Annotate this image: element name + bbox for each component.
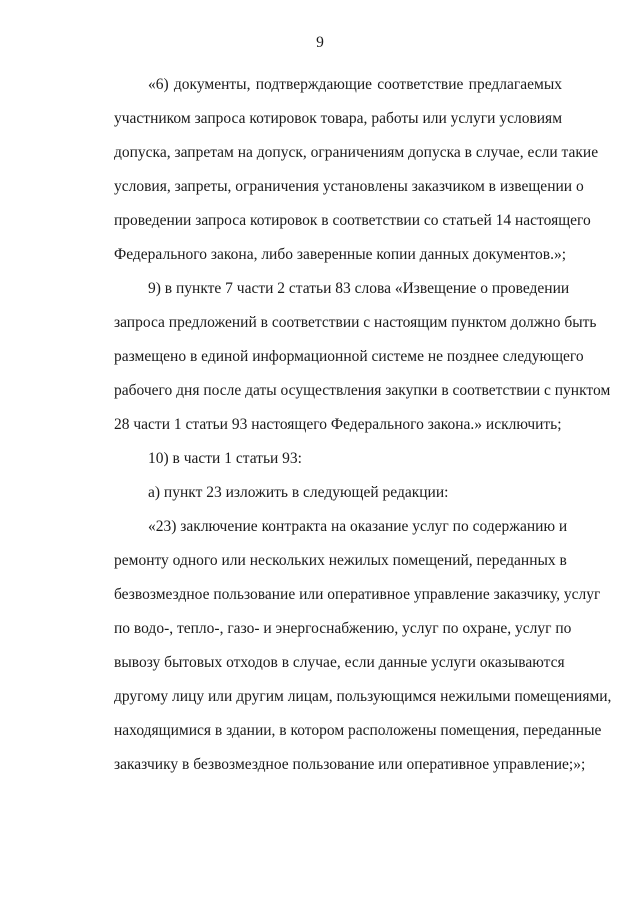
- text-line: запроса предложений в соответствии с настоящим пунктом должно быть: [114, 314, 597, 331]
- text-line: безвозмездное пользование или оперативное управление заказчику, услуг: [114, 586, 601, 603]
- text-line: размещено в единой информационной системе не позднее следующего: [114, 348, 584, 365]
- text-line: 9) в пункте 7 части 2 статьи 83 слова «Извещение о проведении: [148, 280, 570, 297]
- text-line: находящимися в здании, в котором расположены помещения, переданные: [114, 722, 602, 739]
- text-line: условия, запреты, ограничения установлены заказчиком в извещении о: [114, 178, 584, 195]
- text-line: 10) в части 1 статьи 93:: [148, 450, 302, 467]
- paragraph-item-a: [80, 476, 562, 510]
- text-line: проведении запроса котировок в соответствии со статьей 14 настоящего: [114, 212, 591, 229]
- paragraph-item-23: [80, 510, 612, 782]
- paragraph-item-10: [80, 442, 562, 476]
- text-line: другому лицу или другим лицам, пользующимся нежилыми помещениями,: [114, 688, 612, 705]
- text-line: ремонту одного или нескольких нежилых помещений, переданных в: [114, 552, 567, 569]
- text-line: «23) заключение контракта на оказание услуг по содержанию и: [148, 518, 568, 535]
- paragraph-item-6: [80, 68, 599, 272]
- text-line: а) пункт 23 изложить в следующей редакции:: [148, 484, 449, 501]
- text-line: рабочего дня после даты осуществления закупки в соответствии с пунктом: [114, 382, 611, 399]
- text-line: допуска, запретам на допуск, ограничениям допуска в случае, если такие: [114, 144, 599, 161]
- text-line: участником запроса котировок товара, работы или услуги условиям: [114, 110, 562, 127]
- text-line: «6) документы, подтверждающие соответствие предлагаемых: [148, 76, 562, 93]
- text-line: 28 части 1 статьи 93 настоящего Федерального закона.» исключить;: [114, 416, 562, 433]
- text-line: вывозу бытовых отходов в случае, если данные услуги оказываются: [114, 654, 565, 671]
- page-number: 9: [316, 34, 324, 51]
- text-line: по водо-, тепло-, газо- и энергоснабжению, услуг по охране, услуг по: [114, 620, 572, 637]
- text-line: Федерального закона, либо заверенные копии данных документов.»;: [114, 246, 567, 263]
- text-line: заказчику в безвозмездное пользование или оперативное управление;»;: [114, 756, 586, 773]
- paragraph-item-9: [80, 272, 611, 442]
- document-body: [80, 68, 612, 782]
